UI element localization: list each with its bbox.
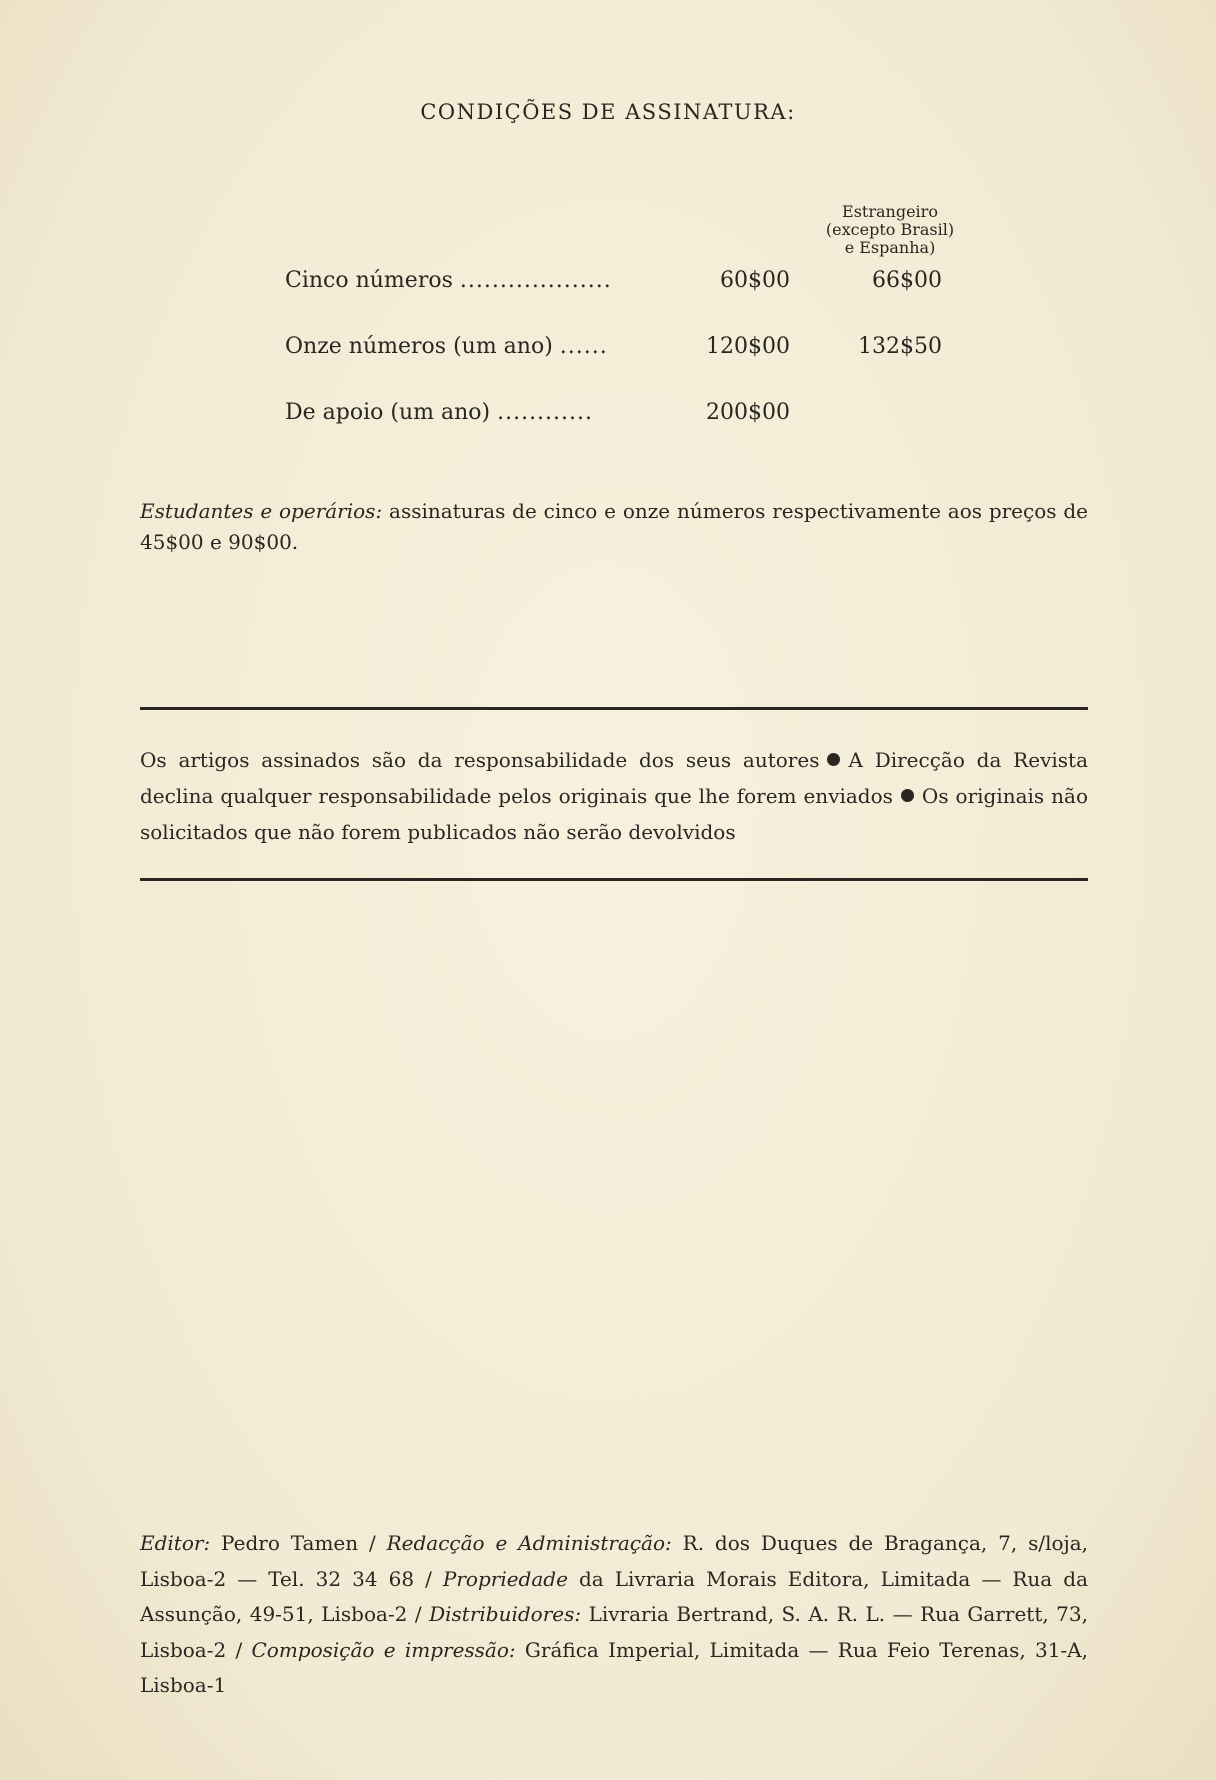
notice-sentence: Os artigos assinados são da responsabilidade dos seus autores <box>140 748 820 772</box>
foreign-header-line: (excepto Brasil) <box>825 220 955 239</box>
divider-bottom <box>140 878 1088 881</box>
notice-sentence: Os originais não solicitados que não forem publicados não serão devolvidos <box>140 784 1088 844</box>
composicao-text: Gráfica Imperial, Limitada — Rua Feio Terenas, 31-A, Lisboa-1 <box>140 1637 1088 1697</box>
foreign-price: 66$00 <box>872 268 942 293</box>
propriedade-text: da Livraria Morais Editora, Limitada — Rua da Assunção, 49-51, Lisboa-2 / <box>140 1566 1088 1626</box>
page-title: CONDIÇÕES DE ASSINATURA: <box>420 100 796 124</box>
distribuidores-text: Livraria Bertrand, S. A. R. L. — Rua Garrett, 73, Lisboa-2 / <box>140 1602 1088 1662</box>
distribuidores-label: Distribuidores: <box>429 1602 582 1626</box>
composicao-label: Composição e impressão: <box>251 1637 516 1662</box>
redaccao-text: R. dos Duques de Bragança, 7, s/loja, Lisboa-2 — Tel. 32 34 68 / <box>140 1531 1089 1591</box>
imprint <box>140 1526 1088 1704</box>
foreign-column-header <box>790 203 990 257</box>
redaccao-label: Redacção e Administração: <box>386 1531 672 1555</box>
responsibility-notice <box>140 742 1088 850</box>
national-price: 200$00 <box>706 400 790 425</box>
divider-top <box>140 707 1088 710</box>
foreign-price: 132$50 <box>858 334 942 359</box>
price-label: Onze números (um ano) ...... <box>285 334 608 359</box>
propriedade-label: Propriedade <box>442 1566 568 1591</box>
price-label: Cinco números ................... <box>285 268 612 293</box>
national-price: 120$00 <box>706 334 790 359</box>
bullet-icon <box>827 753 840 766</box>
foreign-header-line: Estrangeiro <box>842 202 938 221</box>
editor-text: Pedro Tamen / <box>210 1531 387 1555</box>
students-label: Estudantes e operários: <box>140 499 383 523</box>
notice-sentence: A Direcção da Revista declina qualquer responsabilidade pelos originais que lhe forem enviados <box>140 748 1088 808</box>
students-note <box>140 496 1088 558</box>
price-row <box>0 400 1216 430</box>
national-price: 60$00 <box>720 268 790 293</box>
price-row <box>0 268 1216 298</box>
students-text: assinaturas de cinco e onze números respectivamente aos preços de 45$00 e 90$00. <box>140 499 1088 554</box>
price-row <box>0 334 1216 364</box>
editor-label: Editor: <box>140 1531 211 1555</box>
price-label: De apoio (um ano) ............ <box>285 400 594 425</box>
foreign-header-line: e Espanha) <box>844 238 936 257</box>
bullet-icon <box>901 789 914 802</box>
